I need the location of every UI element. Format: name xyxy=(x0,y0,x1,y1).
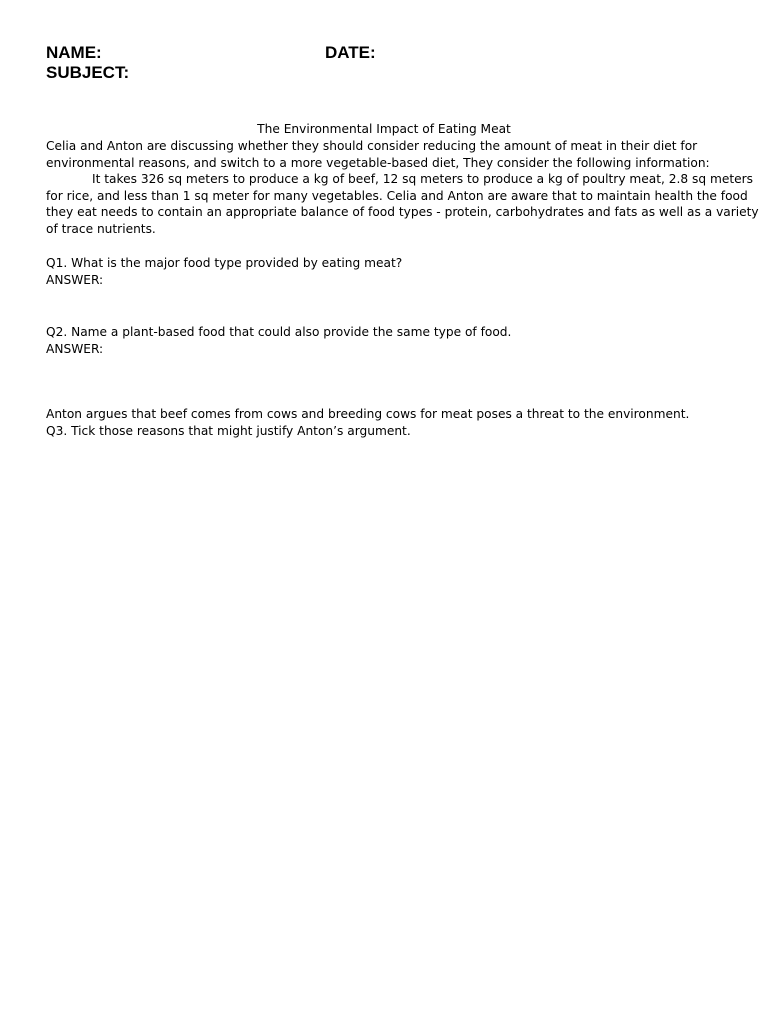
document-title: The Environmental Impact of Eating Meat xyxy=(257,122,511,136)
question-3-block xyxy=(46,406,722,439)
question-3-text: Q3. Tick those reasons that might justify Anton’s argument. xyxy=(46,423,411,438)
intro-line: of trace nutrients. xyxy=(46,221,156,236)
question-1-answer-label: ANSWER: xyxy=(46,272,104,287)
date-label: DATE: xyxy=(325,43,376,62)
question-2-block xyxy=(46,324,722,357)
question-1-block xyxy=(46,255,722,288)
intro-paragraph xyxy=(46,138,759,237)
name-label: NAME: xyxy=(46,43,102,62)
intro-line: they eat needs to contain an appropriate balance of food types - protein, carbohydrates and fats as well as a variety xyxy=(46,205,759,219)
question-1-text: Q1. What is the major food type provided by eating meat? xyxy=(46,256,403,270)
intro-line: for rice, and less than 1 sq meter for many vegetables. Celia and Anton are aware that to maintain health the food xyxy=(46,188,748,203)
subject-label: SUBJECT: xyxy=(46,63,130,82)
question-2-answer-label: ANSWER: xyxy=(46,341,104,356)
intro-line: Celia and Anton are discussing whether they should consider reducing the amount of meat in their diet for xyxy=(46,139,698,153)
question-3-statement: Anton argues that beef comes from cows and breeding cows for meat poses a threat to the environment. xyxy=(46,407,690,421)
intro-line: environmental reasons, and switch to a more vegetable-based diet, They consider the following information: xyxy=(46,155,710,170)
intro-line: It takes 326 sq meters to produce a kg of beef, 12 sq meters to produce a kg of poultry meat, 2.8 sq meters xyxy=(92,172,753,186)
question-2-text: Q2. Name a plant-based food that could also provide the same type of food. xyxy=(46,325,512,339)
